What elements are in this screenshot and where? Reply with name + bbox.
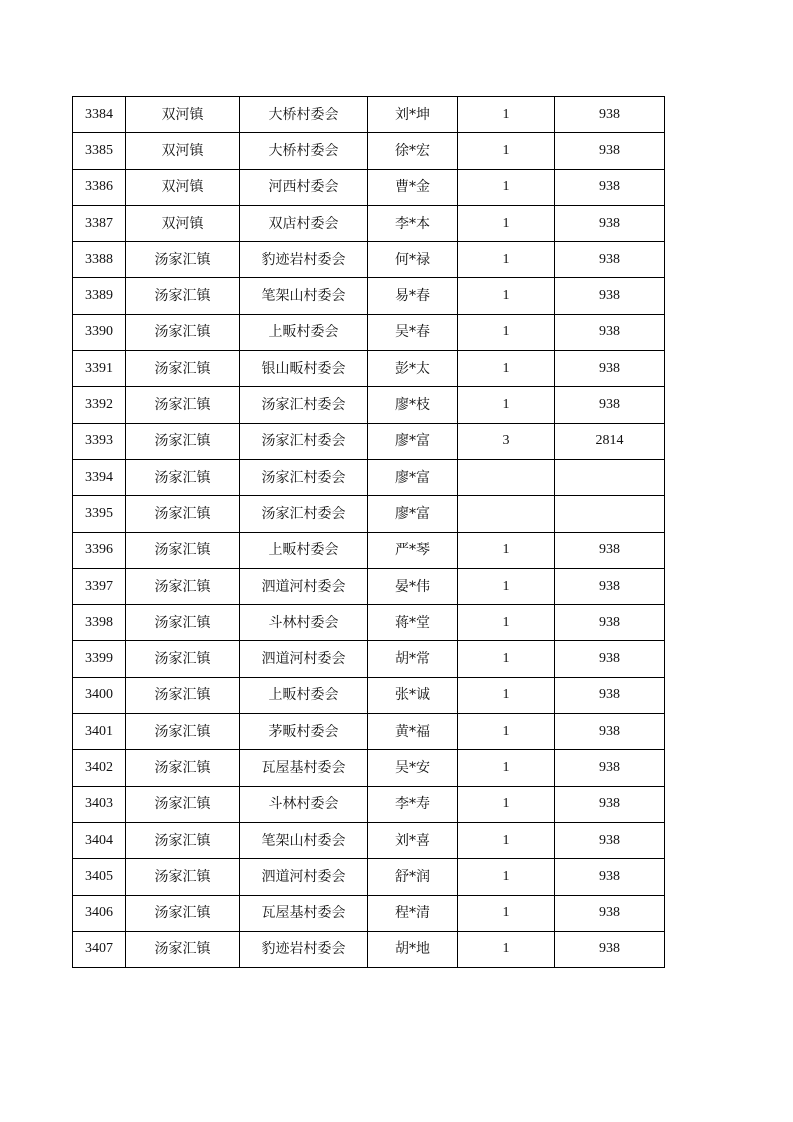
person-name-cell: 廖*富 (368, 423, 458, 459)
village-committee-cell: 汤家汇村委会 (240, 459, 368, 495)
village-committee-cell: 大桥村委会 (240, 97, 368, 133)
town-cell: 汤家汇镇 (126, 677, 240, 713)
village-committee-cell: 泗道河村委会 (240, 568, 368, 604)
village-committee-cell: 汤家汇村委会 (240, 423, 368, 459)
count-cell: 1 (458, 931, 555, 967)
table-row (73, 387, 665, 423)
row-number-cell: 3394 (73, 459, 126, 495)
count-cell: 1 (458, 97, 555, 133)
row-number-cell: 3400 (73, 677, 126, 713)
amount-cell: 938 (555, 822, 665, 858)
records-table (72, 96, 665, 968)
count-cell: 1 (458, 278, 555, 314)
row-number-cell: 3395 (73, 496, 126, 532)
row-number-cell: 3392 (73, 387, 126, 423)
count-cell: 1 (458, 859, 555, 895)
row-number-cell: 3389 (73, 278, 126, 314)
row-number-cell: 3401 (73, 714, 126, 750)
person-name-cell: 李*本 (368, 205, 458, 241)
amount-cell: 938 (555, 314, 665, 350)
town-cell: 汤家汇镇 (126, 242, 240, 278)
village-committee-cell: 斗林村委会 (240, 786, 368, 822)
count-cell (458, 496, 555, 532)
town-cell: 汤家汇镇 (126, 605, 240, 641)
amount-cell: 938 (555, 641, 665, 677)
table-row (73, 423, 665, 459)
person-name-cell: 李*寿 (368, 786, 458, 822)
row-number-cell: 3406 (73, 895, 126, 931)
person-name-cell: 舒*润 (368, 859, 458, 895)
village-committee-cell: 泗道河村委会 (240, 859, 368, 895)
town-cell: 汤家汇镇 (126, 423, 240, 459)
table-row (73, 242, 665, 278)
count-cell: 1 (458, 605, 555, 641)
row-number-cell: 3407 (73, 931, 126, 967)
amount-cell: 938 (555, 750, 665, 786)
town-cell: 汤家汇镇 (126, 459, 240, 495)
person-name-cell: 何*禄 (368, 242, 458, 278)
table-row (73, 133, 665, 169)
records-table-body (73, 97, 665, 968)
count-cell: 1 (458, 568, 555, 604)
village-committee-cell: 茅畈村委会 (240, 714, 368, 750)
person-name-cell: 曹*金 (368, 169, 458, 205)
person-name-cell: 吴*春 (368, 314, 458, 350)
table-row (73, 532, 665, 568)
village-committee-cell: 汤家汇村委会 (240, 496, 368, 532)
row-number-cell: 3405 (73, 859, 126, 895)
amount-cell: 2814 (555, 423, 665, 459)
person-name-cell: 易*春 (368, 278, 458, 314)
amount-cell: 938 (555, 532, 665, 568)
table-row (73, 351, 665, 387)
town-cell: 汤家汇镇 (126, 895, 240, 931)
village-committee-cell: 双店村委会 (240, 205, 368, 241)
row-number-cell: 3399 (73, 641, 126, 677)
count-cell: 1 (458, 532, 555, 568)
row-number-cell: 3397 (73, 568, 126, 604)
count-cell: 1 (458, 133, 555, 169)
row-number-cell: 3391 (73, 351, 126, 387)
person-name-cell: 徐*宏 (368, 133, 458, 169)
village-committee-cell: 河西村委会 (240, 169, 368, 205)
town-cell: 汤家汇镇 (126, 641, 240, 677)
town-cell: 汤家汇镇 (126, 496, 240, 532)
table-row (73, 459, 665, 495)
row-number-cell: 3398 (73, 605, 126, 641)
table-row (73, 605, 665, 641)
person-name-cell: 晏*伟 (368, 568, 458, 604)
amount-cell: 938 (555, 605, 665, 641)
amount-cell (555, 496, 665, 532)
person-name-cell: 胡*常 (368, 641, 458, 677)
table-row (73, 205, 665, 241)
person-name-cell: 张*诚 (368, 677, 458, 713)
town-cell: 汤家汇镇 (126, 822, 240, 858)
row-number-cell: 3404 (73, 822, 126, 858)
amount-cell: 938 (555, 895, 665, 931)
village-committee-cell: 上畈村委会 (240, 532, 368, 568)
town-cell: 双河镇 (126, 169, 240, 205)
town-cell: 汤家汇镇 (126, 278, 240, 314)
table-row (73, 931, 665, 967)
town-cell: 双河镇 (126, 133, 240, 169)
table-row (73, 641, 665, 677)
village-committee-cell: 豹迹岩村委会 (240, 242, 368, 278)
table-row (73, 496, 665, 532)
person-name-cell: 严*琴 (368, 532, 458, 568)
village-committee-cell: 笔架山村委会 (240, 822, 368, 858)
row-number-cell: 3385 (73, 133, 126, 169)
amount-cell: 938 (555, 351, 665, 387)
town-cell: 汤家汇镇 (126, 859, 240, 895)
amount-cell: 938 (555, 97, 665, 133)
table-row (73, 895, 665, 931)
table-row (73, 786, 665, 822)
count-cell (458, 459, 555, 495)
count-cell: 1 (458, 387, 555, 423)
count-cell: 1 (458, 351, 555, 387)
person-name-cell: 廖*枝 (368, 387, 458, 423)
amount-cell: 938 (555, 568, 665, 604)
table-row (73, 568, 665, 604)
town-cell: 汤家汇镇 (126, 786, 240, 822)
town-cell: 汤家汇镇 (126, 532, 240, 568)
amount-cell: 938 (555, 387, 665, 423)
table-row (73, 278, 665, 314)
row-number-cell: 3402 (73, 750, 126, 786)
village-committee-cell: 上畈村委会 (240, 314, 368, 350)
row-number-cell: 3388 (73, 242, 126, 278)
row-number-cell: 3390 (73, 314, 126, 350)
village-committee-cell: 瓦屋基村委会 (240, 895, 368, 931)
count-cell: 1 (458, 205, 555, 241)
town-cell: 汤家汇镇 (126, 931, 240, 967)
person-name-cell: 廖*富 (368, 459, 458, 495)
count-cell: 1 (458, 750, 555, 786)
town-cell: 汤家汇镇 (126, 714, 240, 750)
count-cell: 1 (458, 242, 555, 278)
person-name-cell: 吴*安 (368, 750, 458, 786)
person-name-cell: 刘*喜 (368, 822, 458, 858)
village-committee-cell: 银山畈村委会 (240, 351, 368, 387)
table-row (73, 97, 665, 133)
amount-cell: 938 (555, 133, 665, 169)
row-number-cell: 3396 (73, 532, 126, 568)
table-row (73, 859, 665, 895)
village-committee-cell: 豹迹岩村委会 (240, 931, 368, 967)
table-row (73, 714, 665, 750)
count-cell: 3 (458, 423, 555, 459)
row-number-cell: 3403 (73, 786, 126, 822)
village-committee-cell: 斗林村委会 (240, 605, 368, 641)
person-name-cell: 廖*富 (368, 496, 458, 532)
amount-cell: 938 (555, 714, 665, 750)
amount-cell: 938 (555, 786, 665, 822)
town-cell: 双河镇 (126, 97, 240, 133)
row-number-cell: 3393 (73, 423, 126, 459)
amount-cell: 938 (555, 242, 665, 278)
table-row (73, 677, 665, 713)
town-cell: 汤家汇镇 (126, 568, 240, 604)
town-cell: 汤家汇镇 (126, 387, 240, 423)
count-cell: 1 (458, 677, 555, 713)
row-number-cell: 3384 (73, 97, 126, 133)
amount-cell (555, 459, 665, 495)
person-name-cell: 蒋*堂 (368, 605, 458, 641)
town-cell: 汤家汇镇 (126, 314, 240, 350)
town-cell: 汤家汇镇 (126, 351, 240, 387)
town-cell: 双河镇 (126, 205, 240, 241)
village-committee-cell: 瓦屋基村委会 (240, 750, 368, 786)
table-row (73, 169, 665, 205)
count-cell: 1 (458, 786, 555, 822)
amount-cell: 938 (555, 205, 665, 241)
village-committee-cell: 泗道河村委会 (240, 641, 368, 677)
person-name-cell: 程*清 (368, 895, 458, 931)
person-name-cell: 彭*太 (368, 351, 458, 387)
table-row (73, 750, 665, 786)
town-cell: 汤家汇镇 (126, 750, 240, 786)
person-name-cell: 胡*地 (368, 931, 458, 967)
amount-cell: 938 (555, 931, 665, 967)
village-committee-cell: 汤家汇村委会 (240, 387, 368, 423)
amount-cell: 938 (555, 169, 665, 205)
amount-cell: 938 (555, 859, 665, 895)
village-committee-cell: 大桥村委会 (240, 133, 368, 169)
person-name-cell: 黄*福 (368, 714, 458, 750)
amount-cell: 938 (555, 278, 665, 314)
row-number-cell: 3386 (73, 169, 126, 205)
table-row (73, 822, 665, 858)
count-cell: 1 (458, 169, 555, 205)
village-committee-cell: 笔架山村委会 (240, 278, 368, 314)
amount-cell: 938 (555, 677, 665, 713)
count-cell: 1 (458, 822, 555, 858)
count-cell: 1 (458, 895, 555, 931)
count-cell: 1 (458, 314, 555, 350)
row-number-cell: 3387 (73, 205, 126, 241)
count-cell: 1 (458, 641, 555, 677)
table-row (73, 314, 665, 350)
person-name-cell: 刘*坤 (368, 97, 458, 133)
count-cell: 1 (458, 714, 555, 750)
village-committee-cell: 上畈村委会 (240, 677, 368, 713)
